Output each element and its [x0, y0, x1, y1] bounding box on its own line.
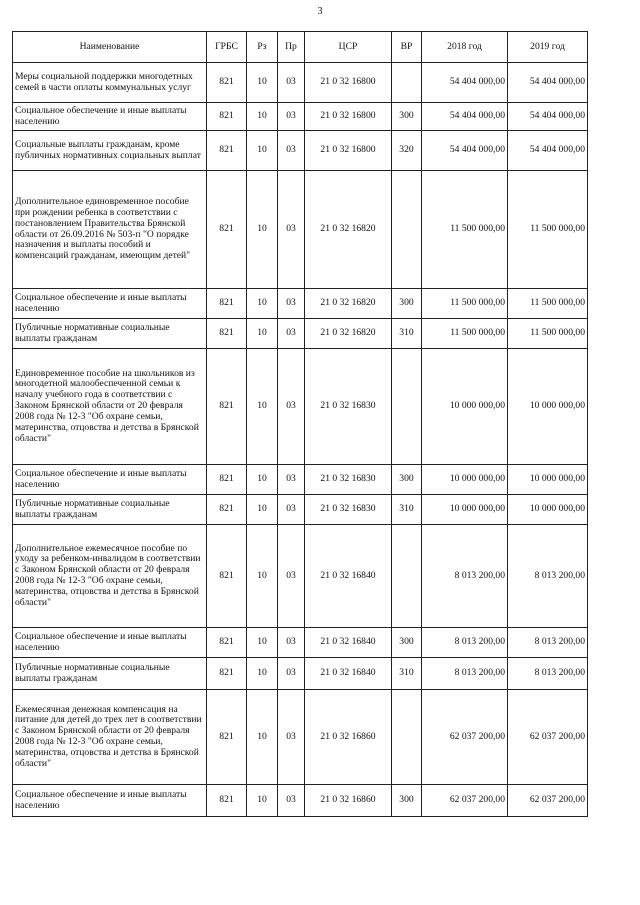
table-row	[13, 495, 588, 525]
budget-table	[12, 31, 588, 817]
cell-rz: 10	[247, 171, 278, 289]
cell-vr: 310	[392, 319, 422, 349]
cell-vr: 320	[392, 131, 422, 171]
header-grbs: ГРБС	[207, 32, 247, 63]
cell-grbs: 821	[207, 465, 247, 495]
cell-pr: 03	[278, 465, 305, 495]
cell-name: Социальное обеспечение и иные выплаты населению	[13, 465, 207, 495]
header-pr: Пр	[278, 32, 305, 63]
cell-vr: 310	[392, 495, 422, 525]
cell-csr: 21 0 32 16800	[305, 131, 392, 171]
cell-pr: 03	[278, 628, 305, 658]
cell-2018: 11 500 000,00	[422, 319, 508, 349]
header-2018: 2018 год	[422, 32, 508, 63]
header-vr: ВР	[392, 32, 422, 63]
cell-csr: 21 0 32 16820	[305, 171, 392, 289]
table-row	[13, 289, 588, 319]
cell-grbs: 821	[207, 131, 247, 171]
cell-vr: 300	[392, 465, 422, 495]
cell-csr: 21 0 32 16830	[305, 465, 392, 495]
cell-pr: 03	[278, 690, 305, 785]
cell-2018: 8 013 200,00	[422, 628, 508, 658]
cell-2019: 62 037 200,00	[508, 690, 588, 785]
cell-grbs: 821	[207, 63, 247, 103]
cell-2018: 10 000 000,00	[422, 465, 508, 495]
cell-2018: 10 000 000,00	[422, 349, 508, 465]
cell-grbs: 821	[207, 319, 247, 349]
cell-rz: 10	[247, 628, 278, 658]
cell-grbs: 821	[207, 171, 247, 289]
cell-2018: 8 013 200,00	[422, 525, 508, 628]
table-row	[13, 690, 588, 785]
cell-name: Социальное обеспечение и иные выплаты населению	[13, 628, 207, 658]
cell-2019: 10 000 000,00	[508, 495, 588, 525]
cell-grbs: 821	[207, 525, 247, 628]
cell-2018: 54 404 000,00	[422, 63, 508, 103]
cell-name: Ежемесячная денежная компенсация на питание для детей до трех лет в соответствии с Законом Брянской области от 20 февраля 2008 года № 12-3 "Об охране семьи, материнства, отцовства и детства в Брянской области"	[13, 690, 207, 785]
cell-grbs: 821	[207, 289, 247, 319]
page-number: 3	[317, 6, 323, 17]
cell-csr: 21 0 32 16840	[305, 628, 392, 658]
cell-rz: 10	[247, 465, 278, 495]
cell-pr: 03	[278, 349, 305, 465]
table-row	[13, 131, 588, 171]
cell-rz: 10	[247, 289, 278, 319]
cell-name: Дополнительное ежемесячное пособие по уходу за ребенком-инвалидом в соответствии с Законом Брянской области от 20 февраля 2008 года № 12-3 "Об охране семьи, материнства, отцовства и детства в Брянской области"	[13, 525, 207, 628]
cell-grbs: 821	[207, 495, 247, 525]
cell-pr: 03	[278, 131, 305, 171]
cell-csr: 21 0 32 16830	[305, 349, 392, 465]
cell-2019: 8 013 200,00	[508, 628, 588, 658]
cell-csr: 21 0 32 16830	[305, 495, 392, 525]
table-row	[13, 171, 588, 289]
cell-vr	[392, 171, 422, 289]
cell-vr	[392, 63, 422, 103]
header-name: Наименование	[13, 32, 207, 63]
cell-pr: 03	[278, 495, 305, 525]
cell-2019: 8 013 200,00	[508, 525, 588, 628]
table-row	[13, 319, 588, 349]
cell-name: Дополнительное единовременное пособие при рождении ребенка в соответствии с постановлением Правительства Брянской области от 26.09.2016 № 503-п "О порядке назначения и выплаты пособий и компенсаций гражданам, имеющим детей"	[13, 171, 207, 289]
cell-pr: 03	[278, 319, 305, 349]
cell-2019: 54 404 000,00	[508, 131, 588, 171]
cell-2019: 10 000 000,00	[508, 465, 588, 495]
cell-rz: 10	[247, 103, 278, 131]
cell-pr: 03	[278, 103, 305, 131]
cell-grbs: 821	[207, 690, 247, 785]
cell-grbs: 821	[207, 628, 247, 658]
table-row	[13, 63, 588, 103]
cell-vr	[392, 525, 422, 628]
table-header-row	[13, 32, 588, 63]
table-row	[13, 103, 588, 131]
table-row	[13, 628, 588, 658]
cell-2019: 62 037 200,00	[508, 785, 588, 817]
cell-pr: 03	[278, 171, 305, 289]
cell-2018: 8 013 200,00	[422, 658, 508, 690]
cell-name: Социальное обеспечение и иные выплаты населению	[13, 289, 207, 319]
cell-grbs: 821	[207, 658, 247, 690]
cell-name: Социальные выплаты гражданам, кроме публичных нормативных социальных выплат	[13, 131, 207, 171]
header-2019: 2019 год	[508, 32, 588, 63]
header-csr: ЦСР	[305, 32, 392, 63]
cell-rz: 10	[247, 131, 278, 171]
cell-csr: 21 0 32 16840	[305, 525, 392, 628]
cell-2019: 8 013 200,00	[508, 658, 588, 690]
cell-2018: 11 500 000,00	[422, 289, 508, 319]
cell-2018: 54 404 000,00	[422, 131, 508, 171]
cell-2018: 54 404 000,00	[422, 103, 508, 131]
cell-csr: 21 0 32 16820	[305, 319, 392, 349]
cell-name: Публичные нормативные социальные выплаты гражданам	[13, 495, 207, 525]
cell-grbs: 821	[207, 349, 247, 465]
cell-rz: 10	[247, 349, 278, 465]
cell-vr: 300	[392, 103, 422, 131]
cell-pr: 03	[278, 525, 305, 628]
table-row	[13, 785, 588, 817]
cell-2018: 62 037 200,00	[422, 785, 508, 817]
cell-csr: 21 0 32 16840	[305, 658, 392, 690]
cell-vr: 300	[392, 289, 422, 319]
cell-2019: 11 500 000,00	[508, 289, 588, 319]
header-rz: Рз	[247, 32, 278, 63]
cell-2018: 10 000 000,00	[422, 495, 508, 525]
cell-name: Социальное обеспечение и иные выплаты населению	[13, 103, 207, 131]
cell-vr: 310	[392, 658, 422, 690]
table-row	[13, 465, 588, 495]
cell-name: Социальное обеспечение и иные выплаты населению	[13, 785, 207, 817]
cell-2018: 11 500 000,00	[422, 171, 508, 289]
cell-rz: 10	[247, 785, 278, 817]
table-row	[13, 525, 588, 628]
cell-2018: 62 037 200,00	[422, 690, 508, 785]
cell-vr	[392, 349, 422, 465]
cell-pr: 03	[278, 658, 305, 690]
cell-vr	[392, 690, 422, 785]
cell-rz: 10	[247, 658, 278, 690]
cell-rz: 10	[247, 495, 278, 525]
cell-2019: 11 500 000,00	[508, 171, 588, 289]
cell-name: Публичные нормативные социальные выплаты гражданам	[13, 658, 207, 690]
cell-2019: 54 404 000,00	[508, 103, 588, 131]
cell-rz: 10	[247, 63, 278, 103]
cell-csr: 21 0 32 16860	[305, 785, 392, 817]
cell-rz: 10	[247, 319, 278, 349]
cell-name: Меры социальной поддержки многодетных семей в части оплаты коммунальных услуг	[13, 63, 207, 103]
cell-pr: 03	[278, 63, 305, 103]
cell-rz: 10	[247, 690, 278, 785]
cell-csr: 21 0 32 16860	[305, 690, 392, 785]
cell-2019: 10 000 000,00	[508, 349, 588, 465]
cell-grbs: 821	[207, 103, 247, 131]
cell-2019: 54 404 000,00	[508, 63, 588, 103]
cell-grbs: 821	[207, 785, 247, 817]
cell-name: Публичные нормативные социальные выплаты гражданам	[13, 319, 207, 349]
cell-csr: 21 0 32 16800	[305, 63, 392, 103]
table-row	[13, 349, 588, 465]
cell-pr: 03	[278, 289, 305, 319]
cell-vr: 300	[392, 785, 422, 817]
table-row	[13, 658, 588, 690]
cell-vr: 300	[392, 628, 422, 658]
cell-pr: 03	[278, 785, 305, 817]
cell-csr: 21 0 32 16800	[305, 103, 392, 131]
cell-rz: 10	[247, 525, 278, 628]
cell-csr: 21 0 32 16820	[305, 289, 392, 319]
cell-2019: 11 500 000,00	[508, 319, 588, 349]
cell-name: Единовременное пособие на школьников из многодетной малообеспеченной семьи к началу учебного года в соответствии с Законом Брянской области от 20 февраля 2008 года № 12-3 "Об охране семьи, материнства, отцовства и детства в Брянской области"	[13, 349, 207, 465]
